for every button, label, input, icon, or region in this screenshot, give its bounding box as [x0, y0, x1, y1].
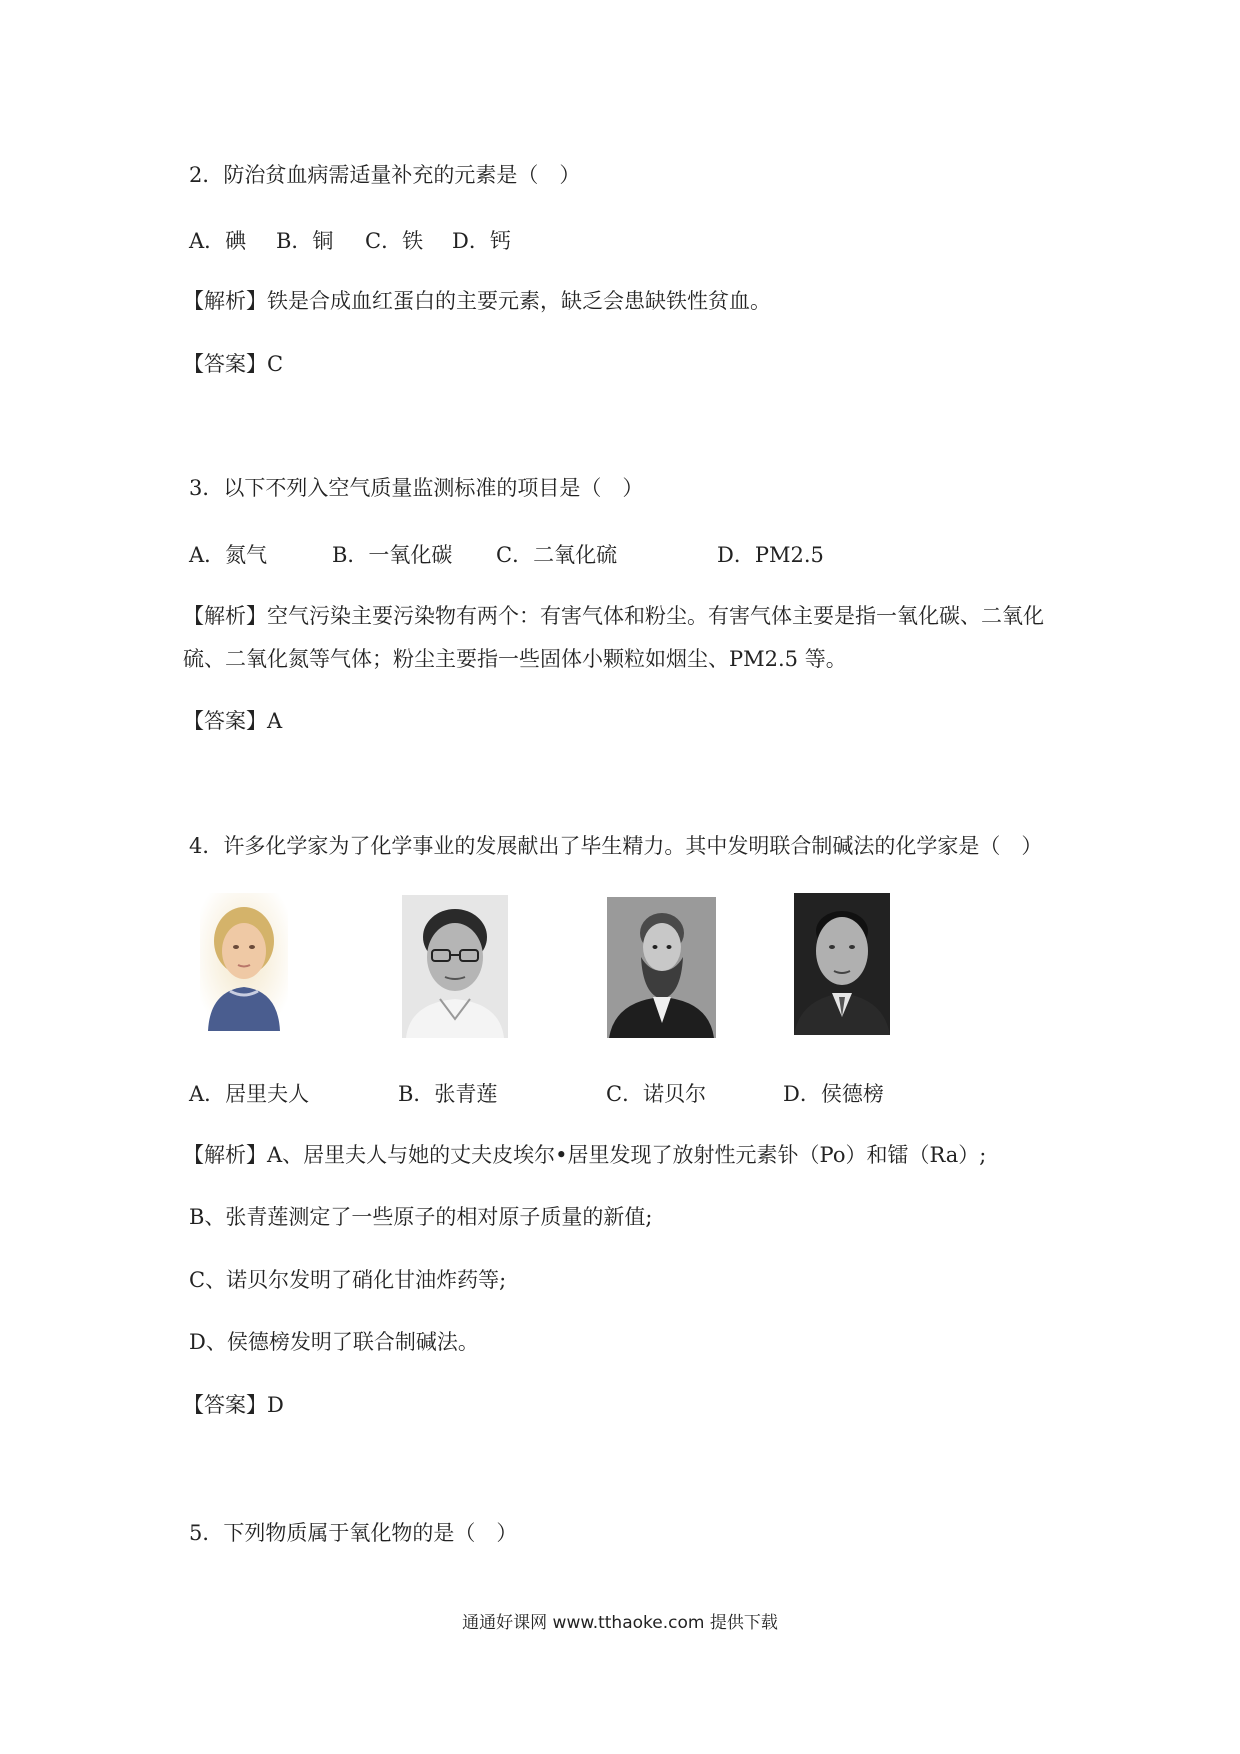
portrait-curie — [200, 893, 288, 1031]
q3-option-c: C．二氧化硫 — [496, 543, 618, 567]
q3-option-d: D．PM2.5 — [717, 543, 824, 567]
q4-analysis-line-4: D、侯德榜发明了联合制碱法。 — [189, 1330, 479, 1354]
q4-answer: 【答案】D — [183, 1393, 284, 1417]
portrait-nobel — [607, 897, 716, 1038]
q2-option-c: C．铁 — [365, 229, 424, 253]
q2-option-d: D．钙 — [452, 229, 511, 253]
portrait-zhang-qinglian — [402, 895, 508, 1038]
q4-analysis-line-1: 【解析】A、居里夫人与她的丈夫皮埃尔•居里发现了放射性元素钋（Po）和镭（Ra）; — [183, 1143, 987, 1167]
q4-option-b: B．张青莲 — [398, 1082, 498, 1106]
q2-option-a: A．碘 — [189, 229, 247, 253]
q3-option-b: B．一氧化碳 — [332, 543, 453, 567]
q4-question: 4．许多化学家为了化学事业的发展献出了毕生精力。其中发明联合制碱法的化学家是（ ） — [189, 834, 1043, 858]
q3-answer: 【答案】A — [183, 709, 283, 733]
q3-question: 3．以下不列入空气质量监测标准的项目是（ ） — [189, 476, 644, 500]
q2-question: 2．防治贫血病需适量补充的元素是（ ） — [189, 163, 581, 187]
page-footer: 通通好课网 www.tthaoke.com 提供下载 — [462, 1613, 778, 1633]
q5-question: 5．下列物质属于氧化物的是（ ） — [189, 1521, 518, 1545]
q4-option-c: C．诺贝尔 — [606, 1082, 707, 1106]
q4-analysis-line-2: B、张青莲测定了一些原子的相对原子质量的新值; — [189, 1205, 653, 1229]
q3-analysis: 【解析】空气污染主要污染物有两个：有害气体和粉尘。有害气体主要是指一氧化碳、二氧化硫、二氧化氮等气体；粉尘主要指一些固体小颗粒如烟尘、PM2.5 等。 — [183, 604, 1044, 671]
q4-analysis-line-3: C、诺贝尔发明了硝化甘油炸药等; — [189, 1268, 507, 1292]
q4-option-a: A．居里夫人 — [189, 1082, 310, 1106]
q2-option-b: B．铜 — [276, 229, 334, 253]
q4-option-d: D．侯德榜 — [783, 1082, 884, 1106]
portrait-hou-debang — [794, 893, 890, 1035]
q2-analysis: 【解析】铁是合成血红蛋白的主要元素，缺乏会患缺铁性贫血。 — [183, 289, 771, 313]
q3-option-a: A．氮气 — [189, 543, 268, 567]
q2-answer: 【答案】C — [183, 352, 284, 376]
